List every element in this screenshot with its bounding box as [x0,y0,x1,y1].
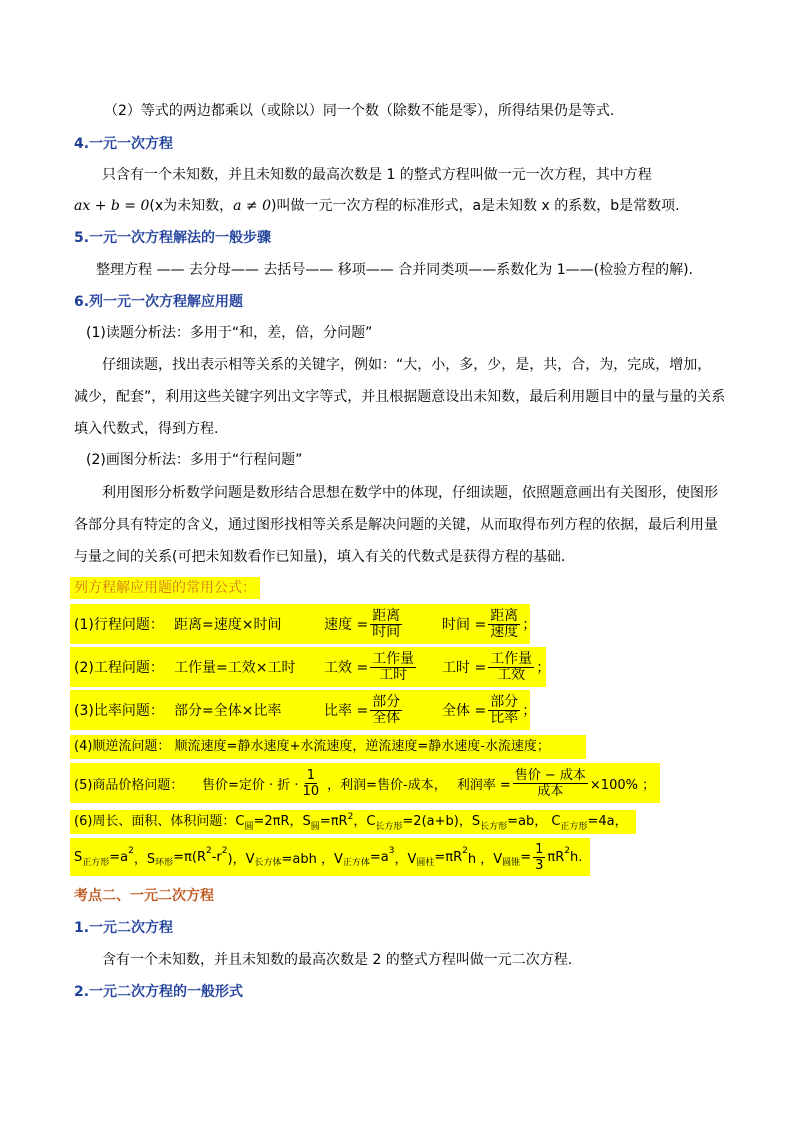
formula-ratio-label: (3)比率问题： [74,703,164,719]
formula-work-amount: 工作量=工效×工时 [174,660,296,676]
formula-price [74,763,655,803]
formula-stream: (4)顺逆流问题： 顺流速度=静水速度+水流速度，逆流速度=静水速度-水流速度； [74,739,550,754]
formula-travel-label: (1)行程问题： [74,617,164,633]
formula-ratio [74,690,536,730]
formula-work-time: 工时 = $\frac{\text{工作量}}{\text{工效}}$ ； [442,650,551,683]
quadratic-definition: 含有一个未知数，并且未知数的最高次数是 2 的整式方程叫做一元二次方程. [102,952,573,968]
formula-travel-time: 时间 = $\frac{\text{距离}}{\text{速度}}$ ； [442,607,537,640]
formula-ratio-part: 部分=全体×比率 [174,703,282,719]
quadratic-general-form-heading: 2.一元二次方程的一般形式 [74,984,244,1000]
formula-geometry-line1: (6)周长、面积、体积问题：$C_圆=2\pi R$，$S_圆=\pi R^2$，$C_{长方形}=2(a+b)$，$S_{长方形}=ab$， $C_{正方形}=4a$， [74,812,628,832]
rule-2-text: （2）等式的两边都乘以（或除以）同一个数（除数不能是零），所得结果仍是等式. [104,103,615,119]
formula-price-profit: ，利润=售价-成本， [327,777,447,793]
formulas-title: 列方程解应用题的常用公式： [74,580,256,596]
section-4-heading: 4.一元一次方程 [74,136,174,152]
method-2-line2: 各部分具有特定的含义，通过图形找相等关系是解决问题的关键，从而取得布列方程的依据，最后利用量 [74,517,718,533]
method-1-line3: 填入代数式，得到方程. [74,421,219,437]
formula-travel [74,604,536,644]
method-1-line2: 减少，配套”，利用这些关键字列出文字等式，并且根据题意设出未知数，最后利用题目中的量与量的关系 [74,389,726,405]
exam-point-2-heading: 考点二、一元二次方程 [74,888,214,904]
formula-travel-speed: 速度 = $\frac{\text{距离}}{\text{时间}}$ [324,607,401,640]
formula-work [74,647,550,687]
formula-ratio-rate: 比率 = $\frac{\text{部分}}{\text{全体}}$ [324,693,401,726]
method-1-title: (1)读题分析法：多用于“和，差，倍，分问题” [86,325,373,341]
quadratic-heading: 1.一元二次方程 [74,920,174,936]
formula-price-selling: 售价=定价 · 折 · $\frac{1}{10}$ [202,767,320,799]
section-4-paragraph-line1: 只含有一个未知数，并且未知数的最高次数是 1 的整式方程叫做一元一次方程，其中方程 [102,167,652,183]
formula-geometry-line2: S 正方形 =a 2 ，S 环形 =π(R 2 -r 2 )，V 长方体 =abh ，V 正方体 =a 3 ，V 圆柱 =πR 2 h ，V 圆锥 = $\frac{1}{3}$ πR 2 h. [74,841,583,873]
standard-form-note: )叫做一元一次方程的标准形式，a是未知数 x 的系数，b是常数项. [271,198,680,214]
formula-price-label: (5)商品价格问题： [74,777,184,793]
method-2-line3: 与量之间的关系(可把未知数看作已知量)，填入有关的代数式是获得方程的基础. [74,549,566,565]
formula-travel-distance: 距离=速度×时间 [174,617,282,633]
method-2-title: (2)画图分析法：多用于“行程问题” [86,452,303,468]
formula-price-rate: 利润率 = $\frac{\text{售价 − 成本}}{\text{成本}}$ ×100% ； [456,767,656,799]
standard-form-formula: ax + b = 0 [74,198,150,214]
section-6-heading: 6.列一元一次方程解应用题 [74,294,244,310]
method-1-line1: 仔细读题，找出表示相等关系的关键字，例如：“大，小，多，少，是，共，合，为，完成，增加， [102,357,712,373]
unknown-note: (x为未知数， [149,198,234,214]
method-2-line1: 利用图形分析数学问题是数形结合思想在数学中的体现，仔细读题，依照题意画出有关图形，使图形 [102,485,718,501]
solving-steps-text: 整理方程 —— 去分母—— 去括号—— 移项—— 合并同类项——系数化为 1——(检验方程的解). [96,262,693,278]
formula-work-efficiency: 工效 = $\frac{\text{工作量}}{\text{工时}}$ [324,650,415,683]
section-5-heading: 5.一元一次方程解法的一般步骤 [74,230,272,246]
formula-ratio-whole: 全体 = $\frac{\text{部分}}{\text{比率}}$ ； [442,693,537,726]
nonzero-condition: a ≠ 0 [233,198,272,214]
section-4-paragraph-line2 [74,196,680,216]
formula-work-label: (2)工程问题： [74,660,164,676]
